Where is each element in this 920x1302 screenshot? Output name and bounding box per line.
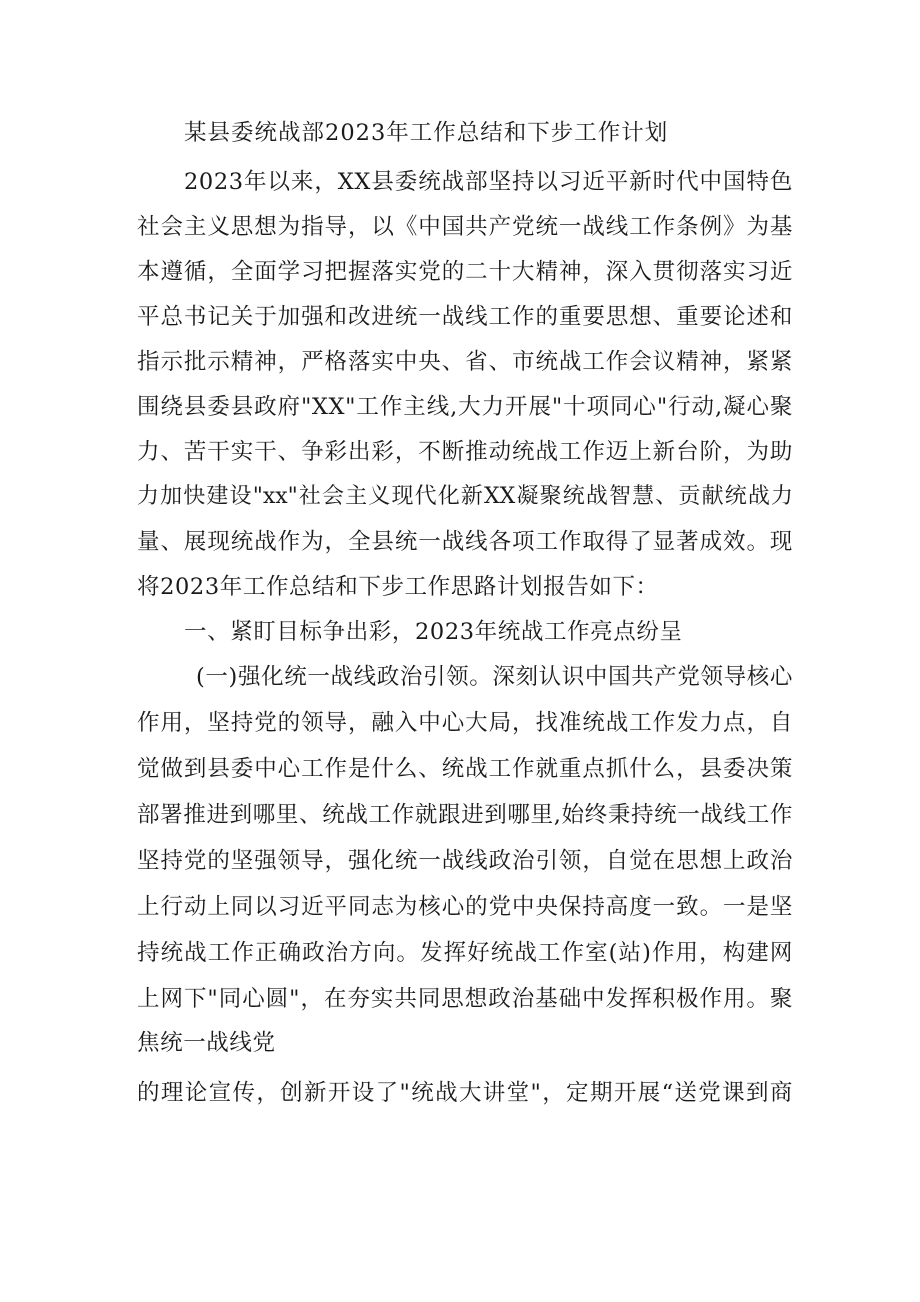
subsection-line: 持统战工作正确政治方向。发挥好统战工作室(站)作用，构建网 xyxy=(137,940,793,966)
subsection-line: 上网下"同心圆"，在夯实共同思想政治基础中发挥积极作用。聚 xyxy=(137,986,793,1012)
intro-line: 量、展现统战作为，全县统一战线各项工作取得了显著成效。现 xyxy=(137,529,793,555)
intro-line: 力加快建设"xx"社会主义现代化新XX凝聚统战智慧、贡献统战力 xyxy=(137,484,793,509)
intro-line: 平总书记关于加强和改进统一战线工作的重要思想、重要论述和 xyxy=(137,304,793,330)
subsection-line: 坚持党的坚强领导，强化统一战线政治引领，自觉在思想上政治 xyxy=(137,848,793,874)
subsection-line: (一)强化统一战线政治引领。深刻认识中国共产党领导核心 xyxy=(196,664,793,690)
intro-line: 2023年以来，XX县委统战部坚持以习近平新时代中国特色 xyxy=(184,169,793,195)
subsection-line: 作用，坚持党的领导，融入中心大局，找准统战工作发力点，自 xyxy=(137,710,793,736)
subsection-line: 觉做到县委中心工作是什么、统战工作就重点抓什么，县委决策 xyxy=(137,756,793,782)
subsection-line: 部署推进到哪里、统战工作就跟进到哪里,始终秉持统一战线工作 xyxy=(137,802,793,828)
intro-line: 社会主义思想为指导，以《中国共产党统一战线工作条例》为基 xyxy=(137,214,793,240)
intro-line: 指示批示精神，严格落实中央、省、市统战工作会议精神，紧紧 xyxy=(137,349,793,375)
intro-line: 本遵循，全面学习把握落实党的二十大精神，深入贯彻落实习近 xyxy=(137,259,793,285)
subsection-line: 焦统一战线党 xyxy=(137,1030,276,1056)
document-title: 某县委统战部2023年工作总结和下步工作计划 xyxy=(184,120,669,146)
intro-line: 围绕县委县政府"XX"工作主线,大力开展"十项同心"行动,凝心聚 xyxy=(137,394,793,420)
intro-line: 将2023年工作总结和下步工作思路计划报告如下： xyxy=(137,574,659,600)
subsection-line: 的理论宣传，创新开设了"统战大讲堂"，定期开展“送党课到商 xyxy=(137,1080,793,1106)
section-heading: 一、紧盯目标争出彩，2023年统战工作亮点纷呈 xyxy=(184,619,683,645)
intro-line: 力、苦干实干、争彩出彩，不断推动统战工作迈上新台阶，为助 xyxy=(137,439,793,465)
subsection-line: 上行动上同以习近平同志为核心的党中央保持高度一致。一是坚 xyxy=(137,894,793,920)
